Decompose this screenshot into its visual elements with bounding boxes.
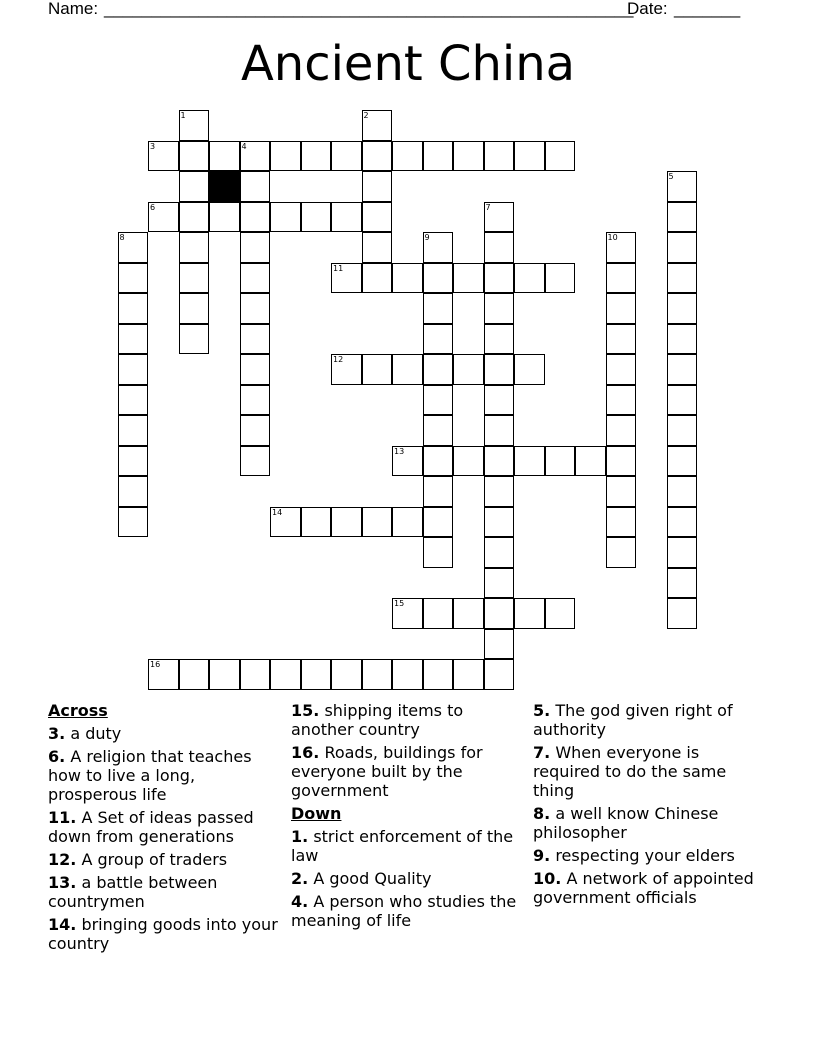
cell-number: 5: [668, 172, 674, 181]
grid-cell[interactable]: [545, 263, 576, 294]
grid-cell[interactable]: [331, 354, 362, 385]
grid-cell[interactable]: [453, 446, 484, 477]
grid-cell[interactable]: [118, 232, 149, 263]
grid-cell[interactable]: [118, 446, 149, 477]
grid-cell[interactable]: [484, 537, 515, 568]
grid-cell[interactable]: [453, 598, 484, 629]
grid-cell[interactable]: [667, 415, 698, 446]
name-line[interactable]: ________________________________________________________: [104, 0, 634, 18]
grid-cell[interactable]: [209, 202, 240, 233]
grid-cell[interactable]: [484, 598, 515, 629]
black-cell: [209, 171, 240, 202]
grid-cell[interactable]: [392, 659, 423, 690]
grid-cell[interactable]: [392, 598, 423, 629]
across-heading: Across: [48, 701, 108, 720]
grid-cell[interactable]: [484, 354, 515, 385]
grid-cell[interactable]: [484, 324, 515, 355]
grid-cell[interactable]: [392, 263, 423, 294]
grid-cell[interactable]: [240, 354, 271, 385]
grid-cell[interactable]: [240, 385, 271, 416]
clue-down-5: 5. The god given right of authority: [533, 701, 733, 739]
grid-cell[interactable]: [179, 141, 210, 172]
down-heading: Down: [291, 804, 342, 823]
grid-cell[interactable]: [606, 507, 637, 538]
grid-cell[interactable]: [453, 141, 484, 172]
cell-number: 4: [241, 141, 247, 151]
grid-cell[interactable]: [606, 385, 637, 416]
grid-cell[interactable]: [453, 659, 484, 690]
grid-cell[interactable]: [118, 385, 149, 416]
grid-cell[interactable]: [667, 171, 698, 202]
grid-cell[interactable]: [270, 659, 301, 690]
grid-cell[interactable]: [423, 293, 454, 324]
grid-cell[interactable]: [484, 232, 515, 263]
grid-cell[interactable]: [453, 263, 484, 294]
grid-cell[interactable]: [545, 446, 576, 477]
grid-cell[interactable]: [484, 446, 515, 477]
grid-cell[interactable]: [362, 110, 393, 141]
grid-cell[interactable]: [179, 202, 210, 233]
grid-cell[interactable]: [667, 537, 698, 568]
clue-across-14: 14. bringing goods into your country: [48, 915, 278, 953]
grid-cell[interactable]: [667, 476, 698, 507]
grid-cell[interactable]: [484, 659, 515, 690]
clue-down-8: 8. a well know Chinese philosopher: [533, 804, 719, 842]
grid-cell[interactable]: [514, 141, 545, 172]
grid-cell[interactable]: [179, 324, 210, 355]
grid-cell[interactable]: [362, 171, 393, 202]
grid-cell[interactable]: [331, 141, 362, 172]
grid-cell[interactable]: [148, 141, 179, 172]
grid-cell[interactable]: [667, 598, 698, 629]
grid-cell[interactable]: [240, 171, 271, 202]
grid-cell[interactable]: [301, 202, 332, 233]
grid-cell[interactable]: [484, 476, 515, 507]
grid-cell[interactable]: [240, 141, 271, 172]
grid-cell[interactable]: [423, 446, 454, 477]
clues-col-2: [291, 701, 521, 934]
grid-cell[interactable]: [423, 324, 454, 355]
clues-col-1: [48, 701, 283, 957]
grid-cell[interactable]: [270, 202, 301, 233]
grid-cell[interactable]: [606, 263, 637, 294]
grid-cell[interactable]: [118, 354, 149, 385]
grid-cell[interactable]: [362, 263, 393, 294]
grid-cell[interactable]: [240, 202, 271, 233]
grid-cell[interactable]: [240, 415, 271, 446]
clue-across-16: 16. Roads, buildings for everyone built by the government: [291, 743, 483, 800]
grid-cell[interactable]: [484, 293, 515, 324]
cell-number: 11: [333, 263, 344, 273]
grid-cell[interactable]: [423, 507, 454, 538]
clues-col-3: [533, 701, 763, 911]
grid-cell[interactable]: [423, 385, 454, 416]
grid-cell[interactable]: [331, 263, 362, 294]
grid-cell[interactable]: [331, 507, 362, 538]
grid-cell[interactable]: [423, 141, 454, 172]
grid-cell[interactable]: [362, 507, 393, 538]
grid-cell[interactable]: [667, 507, 698, 538]
grid-cell[interactable]: [240, 232, 271, 263]
cell-number: 12: [333, 355, 344, 364]
grid-cell[interactable]: [484, 202, 515, 233]
grid-cell[interactable]: [118, 476, 149, 507]
name-label: Name:: [48, 0, 99, 18]
grid-cell[interactable]: [514, 354, 545, 385]
grid-cell[interactable]: [423, 354, 454, 385]
grid-cell[interactable]: [240, 324, 271, 355]
grid-cell[interactable]: [484, 263, 515, 294]
grid-cell[interactable]: [240, 293, 271, 324]
clue-down-4: 4. A person who studies the meaning of life: [291, 892, 517, 930]
date-line[interactable]: _______: [674, 0, 741, 18]
clue-across-3: 3. a duty: [48, 724, 122, 743]
grid-cell[interactable]: [423, 263, 454, 294]
clue-across-15: 15. shipping items to another country: [291, 701, 464, 739]
grid-cell[interactable]: [514, 598, 545, 629]
grid-cell[interactable]: [667, 232, 698, 263]
cell-number: 15: [394, 599, 405, 608]
cell-number: 7: [485, 202, 491, 212]
grid-cell[interactable]: [362, 232, 393, 263]
grid-cell[interactable]: [575, 446, 606, 477]
page-title: Ancient China: [240, 36, 576, 92]
grid-cell[interactable]: [362, 202, 393, 233]
clue-down-2: 2. A good Quality: [291, 869, 432, 888]
grid-cell[interactable]: [362, 354, 393, 385]
grid-cell[interactable]: [453, 354, 484, 385]
grid-cell[interactable]: [392, 141, 423, 172]
grid-cell[interactable]: [484, 507, 515, 538]
grid-cell[interactable]: [667, 568, 698, 599]
grid-cell[interactable]: [331, 659, 362, 690]
cell-number: 8: [119, 233, 125, 242]
grid-cell[interactable]: [240, 446, 271, 477]
grid-cell[interactable]: [118, 293, 149, 324]
grid-cell[interactable]: [392, 446, 423, 477]
grid-cell[interactable]: [301, 141, 332, 172]
grid-cell[interactable]: [179, 263, 210, 294]
grid-cell[interactable]: [209, 659, 240, 690]
grid-cell[interactable]: [606, 293, 637, 324]
grid-cell[interactable]: [606, 537, 637, 568]
grid-cell[interactable]: [331, 202, 362, 233]
grid-cell[interactable]: [423, 659, 454, 690]
grid-cell[interactable]: [606, 446, 637, 477]
grid-cell[interactable]: [240, 263, 271, 294]
grid-cell[interactable]: [667, 385, 698, 416]
clue-down-9: 9. respecting your elders: [533, 846, 735, 865]
grid-cell[interactable]: [270, 507, 301, 538]
date-label: Date:: [627, 0, 668, 18]
grid-cell[interactable]: [118, 507, 149, 538]
cell-number: 6: [150, 202, 156, 212]
cell-number: 2: [363, 111, 369, 120]
cell-number: 14: [272, 507, 283, 517]
grid-cell[interactable]: [545, 598, 576, 629]
grid-cell[interactable]: [209, 141, 240, 172]
clue-across-6: 6. A religion that teaches how to live a long, prosperous life: [48, 747, 252, 804]
grid-cell[interactable]: [667, 324, 698, 355]
grid-cell[interactable]: [270, 141, 301, 172]
clue-across-13: 13. a battle between countrymen: [48, 873, 218, 911]
grid-cell[interactable]: [423, 415, 454, 446]
grid-cell[interactable]: [118, 415, 149, 446]
grid-cell[interactable]: [514, 446, 545, 477]
cell-number: 3: [150, 141, 156, 151]
grid-cell[interactable]: [179, 232, 210, 263]
grid-cell[interactable]: [392, 507, 423, 538]
cell-number: 9: [424, 233, 430, 242]
cell-number: 1: [180, 111, 186, 120]
grid-cell[interactable]: [362, 659, 393, 690]
grid-cell[interactable]: [484, 141, 515, 172]
cell-number: 16: [150, 660, 161, 669]
grid-cell[interactable]: [301, 507, 332, 538]
grid-cell[interactable]: [667, 446, 698, 477]
grid-cell[interactable]: [301, 659, 332, 690]
grid-cell[interactable]: [667, 293, 698, 324]
grid-cell[interactable]: [545, 141, 576, 172]
grid-cell[interactable]: [667, 263, 698, 294]
clue-across-11: 11. A Set of ideas passed down from generations: [48, 808, 254, 846]
grid-cell[interactable]: [179, 171, 210, 202]
grid-cell[interactable]: [514, 263, 545, 294]
grid-cell[interactable]: [484, 629, 515, 660]
grid-cell[interactable]: [148, 202, 179, 233]
cell-number: 13: [394, 446, 405, 456]
grid-cell[interactable]: [118, 263, 149, 294]
clue-down-7: 7. When everyone is required to do the same thing: [533, 743, 727, 800]
grid-cell[interactable]: [606, 476, 637, 507]
grid-cell[interactable]: [179, 659, 210, 690]
grid-cell[interactable]: [362, 141, 393, 172]
grid-cell[interactable]: [606, 232, 637, 263]
grid-cell[interactable]: [423, 232, 454, 263]
grid-cell[interactable]: [606, 324, 637, 355]
clue-across-12: 12. A group of traders: [48, 850, 228, 869]
grid-cell[interactable]: [423, 598, 454, 629]
grid-cell[interactable]: [179, 293, 210, 324]
grid-cell[interactable]: [667, 202, 698, 233]
cell-number: 10: [607, 233, 618, 242]
grid-cell[interactable]: [240, 659, 271, 690]
grid-cell[interactable]: [484, 568, 515, 599]
grid-cell[interactable]: [148, 659, 179, 690]
grid-cell[interactable]: [484, 415, 515, 446]
clue-down-10: 10. A network of appointed government officials: [533, 869, 754, 907]
grid-cell[interactable]: [423, 476, 454, 507]
grid-cell[interactable]: [118, 324, 149, 355]
grid-cell[interactable]: [423, 537, 454, 568]
grid-cell[interactable]: [667, 354, 698, 385]
clue-down-1: 1. strict enforcement of the law: [291, 827, 514, 865]
grid-cell[interactable]: [484, 385, 515, 416]
grid-cell[interactable]: [606, 415, 637, 446]
grid-cell[interactable]: [392, 354, 423, 385]
grid-cell[interactable]: [179, 110, 210, 141]
grid-cell[interactable]: [606, 354, 637, 385]
